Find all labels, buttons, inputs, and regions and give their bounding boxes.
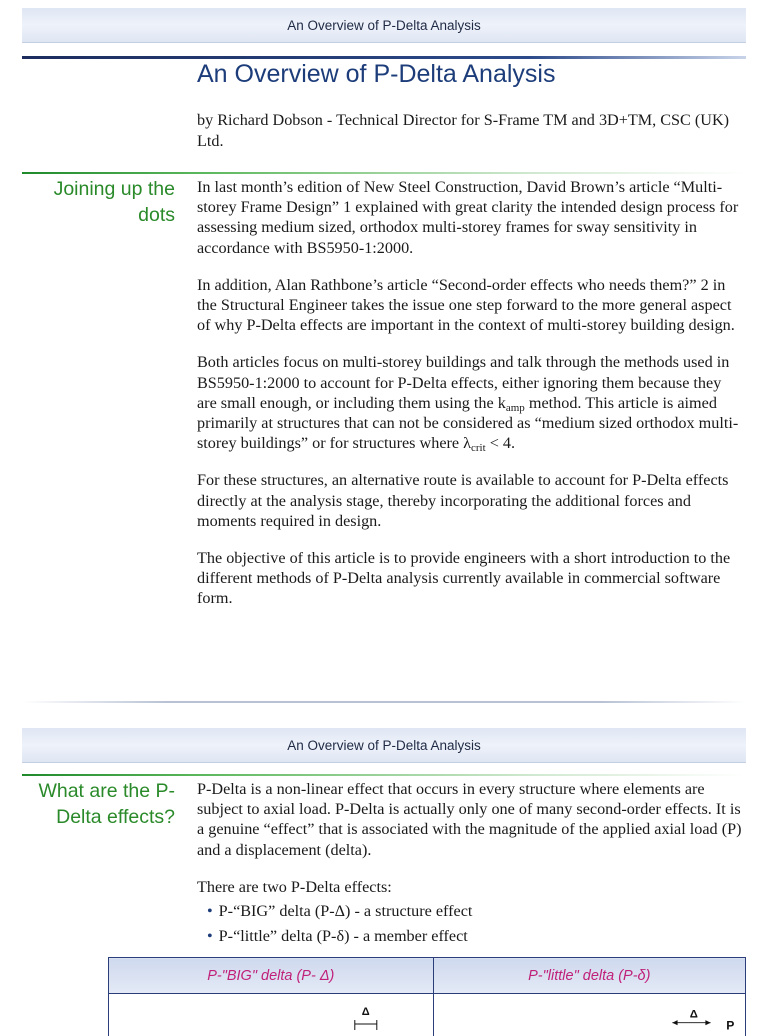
effects-list [197,901,745,946]
running-header [22,8,746,43]
arrow-head [672,1020,677,1025]
little-delta-diagram-cell [433,994,745,1036]
section-rule [22,172,746,174]
page-divider [22,701,746,703]
arrow-head [705,1020,710,1025]
article-title: An Overview of P-Delta Analysis [197,60,555,89]
section-body-what-are [197,779,745,951]
running-header-title: An Overview of P-Delta Analysis [287,18,481,33]
paragraph: There are two P-Delta effects: [197,877,745,897]
little-delta-diagram [434,994,745,1034]
bullet-icon: • [207,902,213,920]
big-delta-diagram [109,994,433,1034]
bullet-icon: • [207,927,213,945]
title-rule [22,56,746,59]
paragraph: In addition, Alan Rathbone’s article “Second-order effects who needs them?” 2 in the Structural Engineer takes the issue one step forward to the more general aspect of why P-Delta effects are important in the context of multi-storey building design. [197,275,745,336]
big-delta-diagram-cell [109,994,434,1036]
paragraph: Both articles focus on multi-storey buildings and talk through the methods used in BS5950-1:2000 to account for P-Delta effects, either ignoring them because they are small enough, or including them using the $k_{amp}$ method. This article is aimed primarily at structures that can not be considered as “medium sized orthodox multi-storey buildings” or for structures where $\lambda_{crit} < 4$. [197,352,745,453]
p-delta-figure-table [108,957,746,1036]
paragraph: P-Delta is a non-linear effect that occurs in every structure where elements are subject to axial load. P-Delta is actually only one of many second-order effects. It is a genuine “effect” that is associated with the magnitude of the applied axial load (P) and a displacement (delta). [197,779,745,860]
paragraph: The objective of this article is to provide engineers with a short introduction to the different methods of P-Delta analysis currently available in commercial software form. [197,548,745,609]
load-label: P [726,1019,734,1033]
paragraph: For these structures, an alternative route is available to account for P-Delta effects directly at the analysis stage, thereby incorporating the additional forces and moments required in design. [197,470,745,531]
list-item: • P-“BIG” delta (P-Δ) - a structure effect [207,901,745,921]
table-header-big-delta: P-"BIG" delta (P- Δ) [109,958,434,994]
paragraph: In last month’s edition of New Steel Construction, David Brown’s article “Multi-storey Frame Design” 1 explained with great clarity the intended design process for assessing medium sized, orthodox multi-storey frames for sway sensitivity in accordance with BS5950-1:2000. [197,177,745,258]
table-header-little-delta: P-"little" delta (P-δ) [433,958,745,994]
running-header-title: An Overview of P-Delta Analysis [287,738,481,753]
delta-label: Δ [362,1006,370,1018]
section-body-joining [197,177,745,626]
section-heading-what-are: What are the P-Delta effects? [22,778,175,830]
running-header [22,728,746,763]
section-heading-joining: Joining up the dots [22,176,175,228]
section-rule [22,774,746,776]
delta-label: Δ [689,1008,697,1020]
byline: by Richard Dobson - Technical Director for S-Frame TM and 3D+TM, CSC (UK) Ltd. [197,110,737,152]
list-item: • P-“little” delta (P-δ) - a member effect [207,926,745,946]
